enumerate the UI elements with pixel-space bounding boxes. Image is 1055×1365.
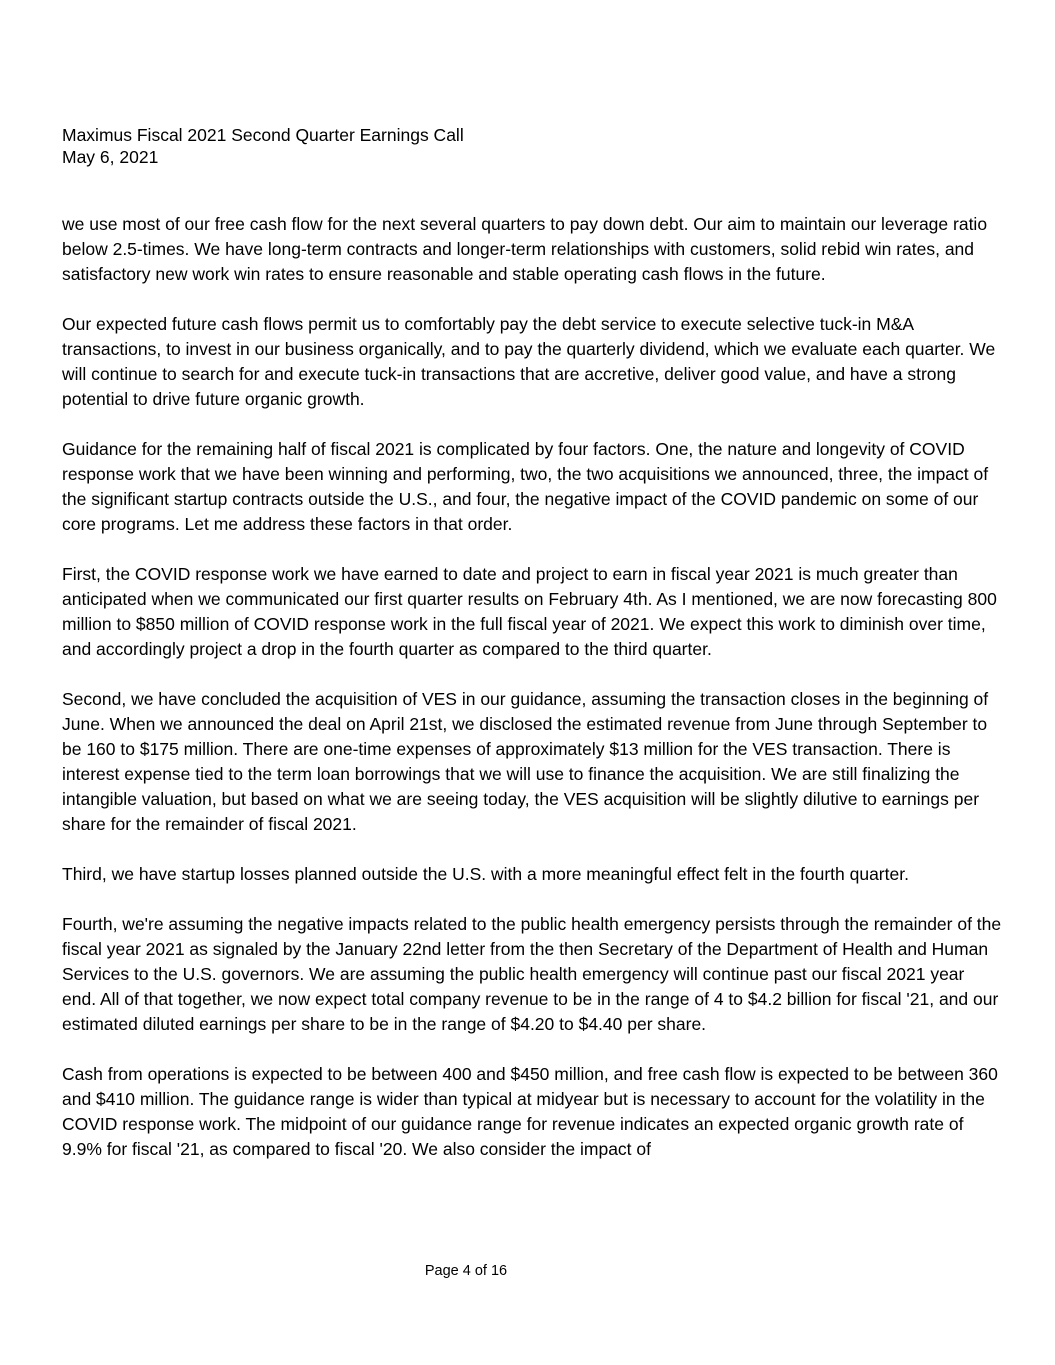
paragraph: Our expected future cash flows permit us to comfortably pay the debt service to execute selective tuck-in M&A transactions, to invest in our business organically, and to pay the quarterly dividend, which we evaluate each quarter. We will continue to search for and execute tuck-in transactions that are accretive, deliver good value, and have a strong potential to drive future organic growth. [62, 314, 996, 409]
paragraph: Guidance for the remaining half of fiscal 2021 is complicated by four factors. One, the nature and longevity of COVID response work that we have been winning and performing, two, the two acquisitions we announced, three, the impact of the significant startup contracts outside the U.S., and four, the negative impact of the COVID pandemic on some of our core programs. Let me address these factors in that order. [62, 439, 989, 534]
document-header [62, 124, 464, 168]
document-date: May 6, 2021 [62, 147, 159, 167]
paragraph: First, the COVID response work we have earned to date and project to earn in fiscal year 2021 is much greater than anticipated when we communicated our first quarter results on February 4th. As I mentioned, we are now forecasting 800 million to $850 million of COVID response work in the full fiscal year of 2021. We expect this work to diminish over time, and accordingly project a drop in the fourth quarter as compared to the third quarter. [62, 564, 997, 659]
paragraph: Fourth, we're assuming the negative impacts related to the public health emergency persists through the remainder of the fiscal year 2021 as signaled by the January 22nd letter from the then Secretary of the Department of Health and Human Services to the U.S. governors. We are assuming the public health emergency will continue past our fiscal 2021 year end. All of that together, we now expect total company revenue to be in the range of 4 to $4.2 billion for fiscal '21, and our estimated diluted earnings per share to be in the range of $4.20 to $4.40 per share. [62, 914, 1002, 1034]
page-number: Page 4 of 16 [424, 1263, 508, 1279]
paragraph: Cash from operations is expected to be between 400 and $450 million, and free cash flow is expected to be between 360 and $410 million. The guidance range is wider than typical at midyear but is necessary to account for the volatility in the COVID response work. The midpoint of our guidance range for revenue indicates an expected organic growth rate of 9.9% for fiscal '21, as compared to fiscal '20. We also consider the impact of [62, 1064, 998, 1159]
document-title: Maximus Fiscal 2021 Second Quarter Earnings Call [62, 125, 464, 145]
paragraph: Second, we have concluded the acquisition of VES in our guidance, assuming the transaction closes in the beginning of June. When we announced the deal on April 21st, we disclosed the estimated revenue from June through September to be 160 to $175 million. There are one-time expenses of approximately $13 million for the VES transaction. There is interest expense tied to the term loan borrowings that we will use to finance the acquisition. We are still finalizing the intangible valuation, but based on what we are seeing today, the VES acquisition will be slightly dilutive to earnings per share for the remainder of fiscal 2021. [62, 689, 989, 834]
paragraph: Third, we have startup losses planned outside the U.S. with a more meaningful effect felt in the fourth quarter. [62, 864, 909, 884]
paragraph: we use most of our free cash flow for the next several quarters to pay down debt. Our aim to maintain our leverage ratio below 2.5-times. We have long-term contracts and longer-term relationships with customers, solid rebid win rates, and satisfactory new work win rates to ensure reasonable and stable operating cash flows in the future. [62, 214, 988, 284]
document-body [62, 212, 1002, 1187]
